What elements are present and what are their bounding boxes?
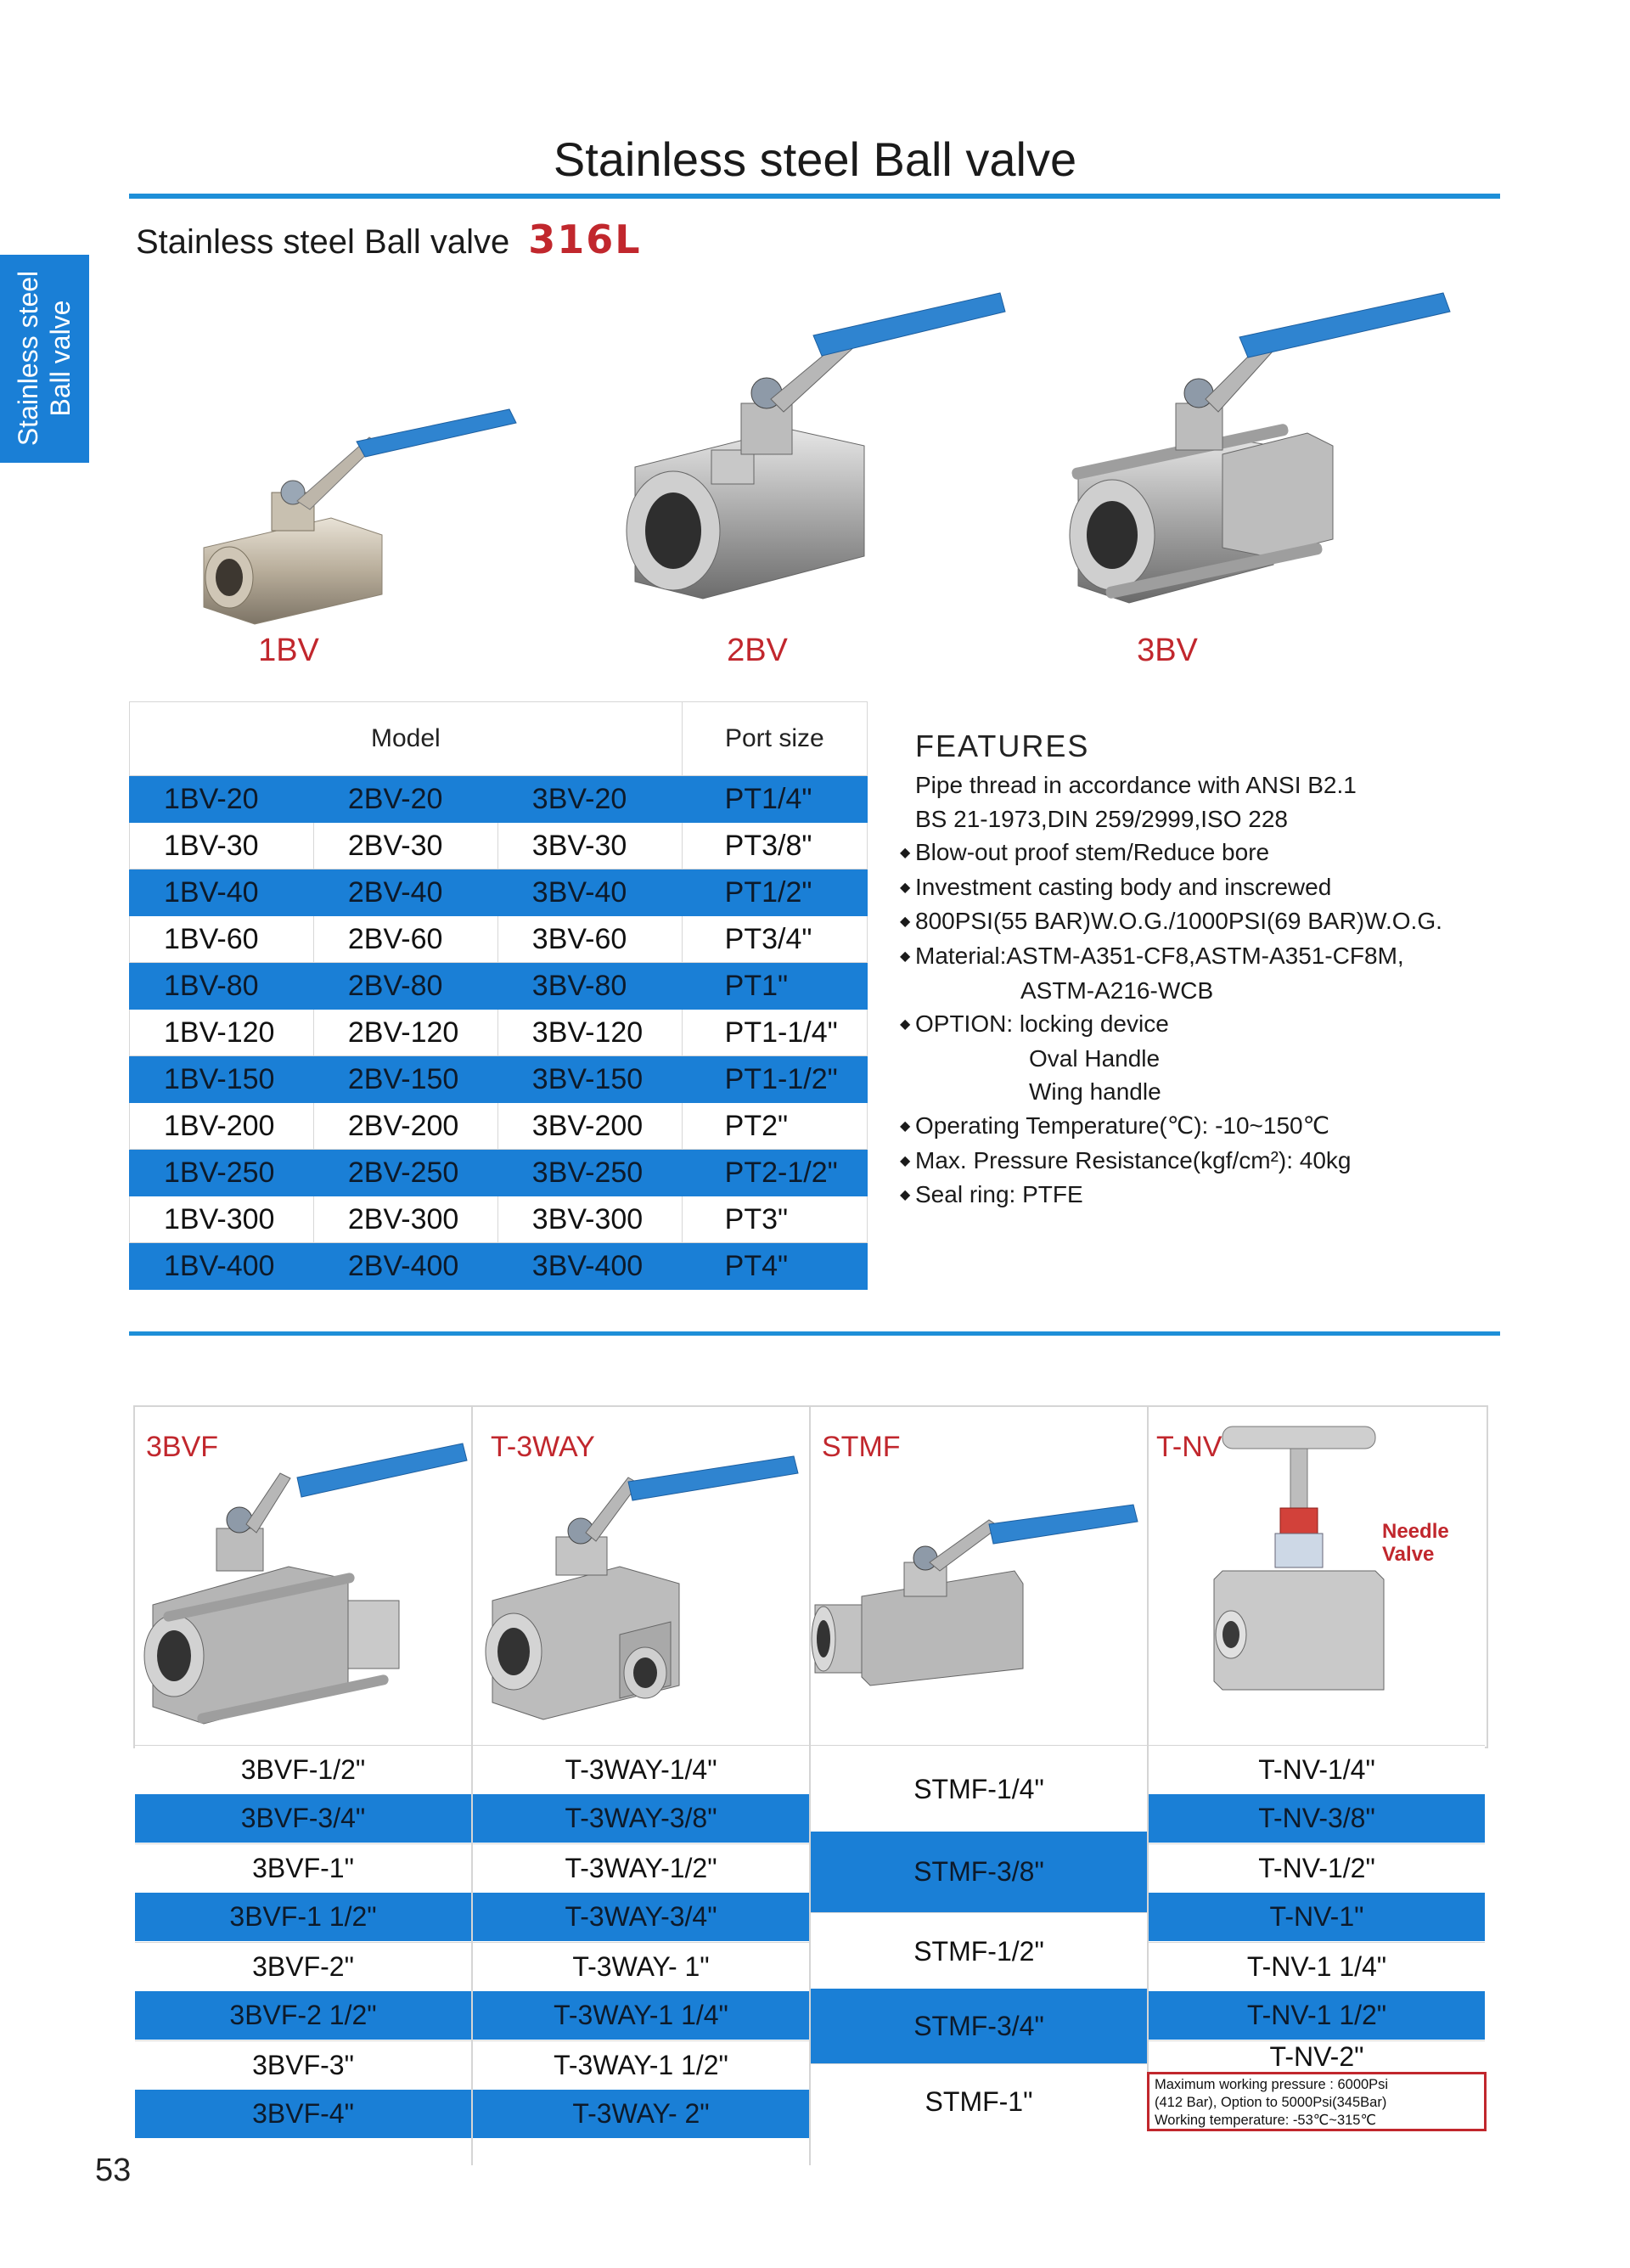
feature-line: Pipe thread in accordance with ANSI B2.1	[915, 772, 1357, 798]
cell-port: PT3/8"	[682, 823, 867, 869]
subtitle	[136, 217, 642, 262]
list-item: T-NV-1"	[1149, 1893, 1485, 1941]
cell-1bv: 1BV-400	[130, 1243, 314, 1290]
cell-port: PT1"	[682, 963, 867, 1010]
product-image-3bv	[1053, 284, 1469, 624]
feature-line: ◆ Max. Pressure Resistance(kgf/cm²): 40kg	[900, 1144, 1545, 1179]
cell-port: PT1/2"	[682, 869, 867, 916]
list-item: T-NV-1/4"	[1149, 1745, 1485, 1794]
product-image-1bv	[195, 399, 526, 637]
table-row	[130, 823, 868, 869]
cell-port: PT4"	[682, 1243, 867, 1290]
cell-3bv: 3BV-400	[497, 1243, 682, 1290]
model-table-header	[130, 702, 868, 776]
side-tab-line1: Stainless steel	[13, 270, 43, 447]
page-title: Stainless steel Ball valve	[553, 132, 1077, 186]
column-divider	[1147, 1405, 1149, 1747]
cell-3bv: 3BV-150	[497, 1056, 682, 1103]
grade-label: 316L	[528, 217, 642, 262]
list-item: 3BVF-4"	[135, 2090, 471, 2138]
column-divider	[471, 1405, 473, 1747]
cell-3bv: 3BV-200	[497, 1103, 682, 1150]
table-row	[130, 1150, 868, 1196]
cell-1bv: 1BV-300	[130, 1196, 314, 1243]
cell-3bv: 3BV-80	[497, 963, 682, 1010]
list-item: T-3WAY-1 1/2"	[473, 2040, 809, 2090]
cell-3bv: 3BV-30	[497, 823, 682, 869]
list-item: 3BVF-2 1/2"	[135, 1991, 471, 2040]
needle-label-line2: Valve	[1382, 1543, 1435, 1566]
list-item: T-NV-1 1/2"	[1149, 1991, 1485, 2040]
feature-line: ASTM-A216-WCB	[1020, 976, 1214, 1004]
features-list	[900, 768, 1545, 1213]
cell-2bv: 2BV-300	[313, 1196, 497, 1243]
list-item: STMF-1/4"	[811, 1745, 1147, 1832]
cell-2bv: 2BV-60	[313, 916, 497, 963]
label-3bv: 3BV	[1137, 633, 1198, 668]
cell-1bv: 1BV-150	[130, 1056, 314, 1103]
list-item: T-3WAY-1/2"	[473, 1843, 809, 1893]
list-item: STMF-3/4"	[811, 1989, 1147, 2063]
table-row	[130, 963, 868, 1010]
cell-3bv: 3BV-40	[497, 869, 682, 916]
list-item: 3BVF-1"	[135, 1843, 471, 1893]
cell-1bv: 1BV-80	[130, 963, 314, 1010]
feature-line: ◆ 800PSI(55 BAR)W.O.G./1000PSI(69 BAR)W.O.G.	[900, 904, 1545, 939]
feature-line: ◆ OPTION: locking device	[900, 1007, 1545, 1042]
cell-1bv: 1BV-20	[130, 776, 314, 823]
cell-port: PT1/4"	[682, 776, 867, 823]
cell-port: PT3"	[682, 1196, 867, 1243]
cell-1bv: 1BV-40	[130, 869, 314, 916]
cell-3bv: 3BV-300	[497, 1196, 682, 1243]
cell-2bv: 2BV-120	[313, 1010, 497, 1056]
table-row	[130, 1010, 868, 1056]
feature-line: Oval Handle	[1029, 1044, 1161, 1072]
cell-2bv: 2BV-250	[313, 1150, 497, 1196]
list-item: 3BVF-3/4"	[135, 1794, 471, 1843]
feature-line: ◆ Material:ASTM-A351-CF8,ASTM-A351-CF8M,	[900, 939, 1545, 974]
list-item: STMF-1/2"	[811, 1912, 1147, 1989]
cell-port: PT2"	[682, 1103, 867, 1150]
list-item: T-3WAY-3/8"	[473, 1794, 809, 1843]
header-model: Model	[130, 702, 683, 776]
list-item: T-3WAY-3/4"	[473, 1893, 809, 1941]
cell-3bv: 3BV-60	[497, 916, 682, 963]
cell-port: PT2-1/2"	[682, 1150, 867, 1196]
list-item: T-3WAY-1 1/4"	[473, 1991, 809, 2040]
list-item: 3BVF-2"	[135, 1942, 471, 1991]
feature-line: ◆ Investment casting body and inscrewed	[900, 870, 1545, 905]
product-image-tnv	[1206, 1418, 1392, 1732]
cell-2bv: 2BV-30	[313, 823, 497, 869]
spec-line: Maximum working pressure : 6000Psi	[1155, 2077, 1389, 2092]
cell-2bv: 2BV-20	[313, 776, 497, 823]
table-row	[130, 1056, 868, 1103]
needle-label-line1: Needle	[1382, 1520, 1449, 1543]
list-item: 3BVF-1/2"	[135, 1745, 471, 1794]
cell-3bv: 3BV-120	[497, 1010, 682, 1056]
label-tnv: T-NV	[1156, 1431, 1222, 1463]
list-item: T-3WAY- 1"	[473, 1942, 809, 1991]
cell-port: PT1-1/4"	[682, 1010, 867, 1056]
spec-line: (412 Bar), Option to 5000Psi(345Bar)	[1155, 2095, 1387, 2110]
label-stmf: STMF	[822, 1431, 901, 1463]
cell-1bv: 1BV-120	[130, 1010, 314, 1056]
product-image-stmf	[811, 1503, 1142, 1711]
cell-2bv: 2BV-40	[313, 869, 497, 916]
side-tab-line2: Ball valve	[45, 300, 76, 417]
features-title: FEATURES	[915, 729, 1090, 763]
spec-box	[1147, 2072, 1487, 2131]
list-item: T-3WAY-1/4"	[473, 1745, 809, 1794]
feature-line: Wing handle	[1029, 1078, 1161, 1106]
model-table	[129, 701, 868, 1290]
list-item: T-NV-1 1/4"	[1149, 1942, 1485, 1991]
cell-2bv: 2BV-400	[313, 1243, 497, 1290]
spec-line: Working temperature: -53℃~315℃	[1155, 2113, 1377, 2128]
title-rule	[129, 194, 1500, 199]
cell-3bv: 3BV-20	[497, 776, 682, 823]
header-port-size: Port size	[682, 702, 867, 776]
feature-line: BS 21-1973,DIN 259/2999,ISO 228	[915, 805, 1288, 832]
label-1bv: 1BV	[258, 633, 319, 668]
feature-line: ◆ Blow-out proof stem/Reduce bore	[900, 836, 1545, 870]
cell-1bv: 1BV-60	[130, 916, 314, 963]
list-item: 3BVF-3"	[135, 2040, 471, 2090]
needle-valve-label	[1382, 1520, 1449, 1566]
table-row	[130, 916, 868, 963]
cell-1bv: 1BV-30	[130, 823, 314, 869]
cell-port: PT3/4"	[682, 916, 867, 963]
table-row	[130, 1243, 868, 1290]
label-3bvf: 3BVF	[146, 1431, 219, 1463]
cell-2bv: 2BV-200	[313, 1103, 497, 1150]
cell-port: PT1-1/2"	[682, 1056, 867, 1103]
list-item: STMF-1"	[811, 2063, 1147, 2139]
list-item: T-3WAY- 2"	[473, 2090, 809, 2138]
list-item: T-NV-3/8"	[1149, 1794, 1485, 1843]
cell-2bv: 2BV-150	[313, 1056, 497, 1103]
cell-1bv: 1BV-250	[130, 1150, 314, 1196]
table-row	[130, 869, 868, 916]
subtitle-text: Stainless steel Ball valve	[136, 223, 510, 261]
side-tab-text	[12, 271, 76, 446]
list-item: T-NV-1/2"	[1149, 1843, 1485, 1893]
cell-2bv: 2BV-80	[313, 963, 497, 1010]
table-row	[130, 1103, 868, 1150]
product-image-t3way	[475, 1448, 807, 1728]
product-image-2bv	[610, 284, 1017, 624]
list-item: STMF-3/8"	[811, 1832, 1147, 1912]
cell-1bv: 1BV-200	[130, 1103, 314, 1150]
feature-line: ◆ Operating Temperature(℃): -10~150℃	[900, 1109, 1545, 1144]
side-tab	[0, 255, 89, 463]
table-row	[130, 776, 868, 823]
feature-line: ◆ Seal ring: PTFE	[900, 1178, 1545, 1213]
mid-rule	[129, 1331, 1500, 1336]
list-item: 3BVF-1 1/2"	[135, 1893, 471, 1941]
label-2bv: 2BV	[727, 633, 788, 668]
list-item: T-NV-2"	[1149, 2040, 1485, 2073]
product-image-3bvf	[136, 1439, 471, 1732]
cell-3bv: 3BV-250	[497, 1150, 682, 1196]
label-t3way: T-3WAY	[491, 1431, 595, 1463]
page-number: 53	[95, 2153, 132, 2188]
table-row	[130, 1196, 868, 1243]
